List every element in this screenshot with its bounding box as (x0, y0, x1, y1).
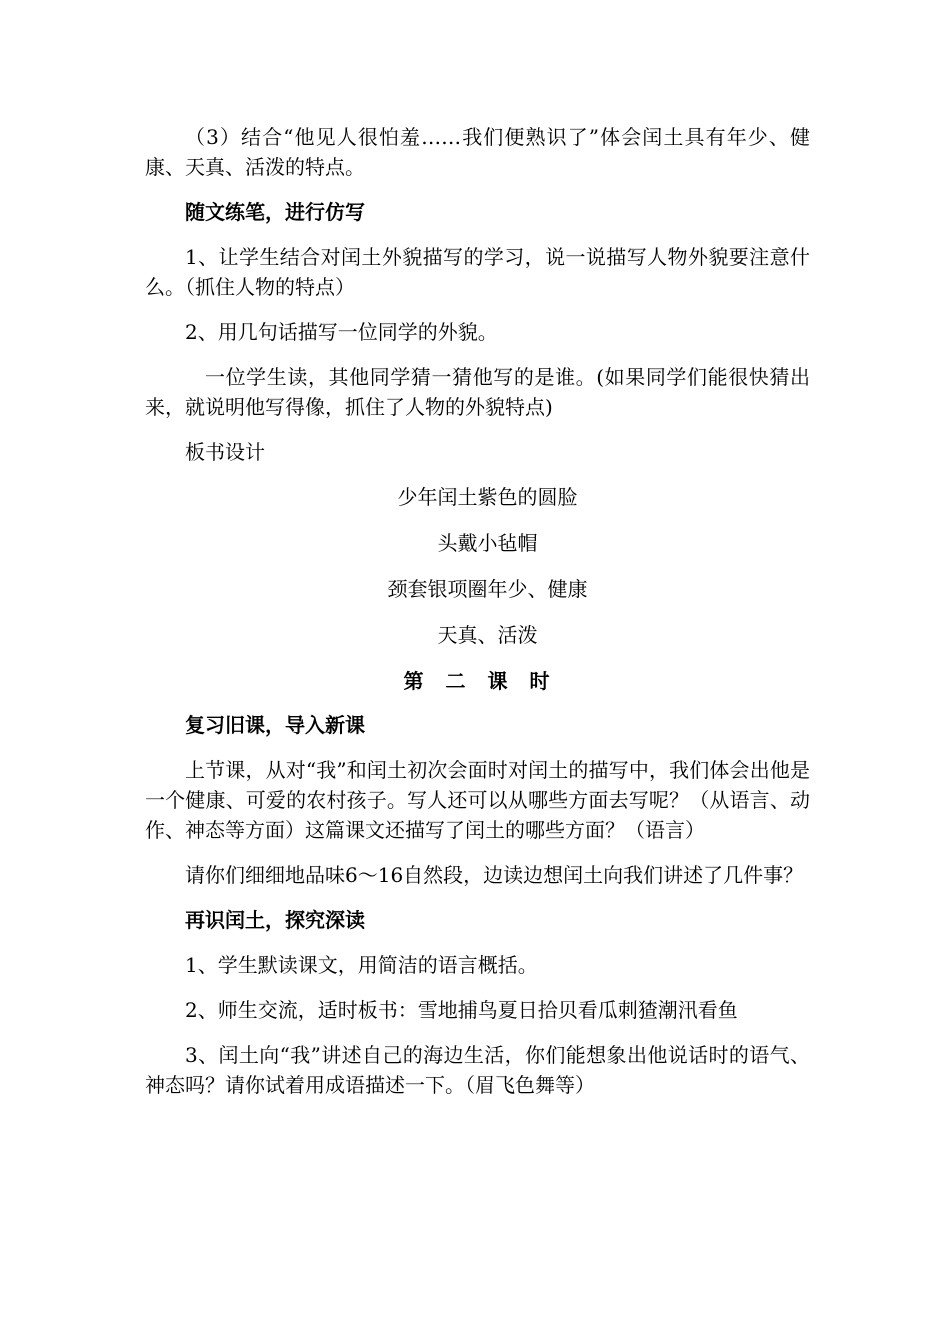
paragraph-practice-2: 2、用几句话描写一位同学的外貌。 (185, 320, 498, 344)
paragraph-explore-3: 3、闰土向“我”讲述自己的海边生活，你们能想象出他说话时的语气、神态吗？请你试着用成语描述一下。（眉飞色舞等） (145, 1043, 810, 1097)
paragraph-explore-2: 2、师生交流，适时板书：雪地捕鸟夏日拾贝看瓜刺猹潮汛看鱼 (185, 998, 738, 1022)
paragraph-point-3: （3）结合“他见人很怕羞……我们便熟识了”体会闰土具有年少、健康、天真、活泼的特点。 (145, 125, 810, 179)
board-line-2: 头戴小毡帽 (437, 531, 538, 555)
board-line-3: 颈套银项圈年少、健康 (387, 577, 588, 601)
section-heading-explore: 再识闰土，探究深读 (185, 908, 365, 932)
document-page (145, 122, 810, 1100)
paragraph-practice-1: 1、让学生结合对闰土外貌描写的学习，说一说描写人物外貌要注意什么。（抓住人物的特点） (145, 245, 810, 299)
paragraph-explore-1: 1、学生默读课文，用简洁的语言概括。 (185, 953, 538, 977)
section-heading-review: 复习旧课，导入新课 (185, 713, 365, 737)
lesson-title: 第二课时 (403, 669, 572, 693)
board-line-1: 少年闰土紫色的圆脸 (397, 485, 578, 509)
board-line-4: 天真、活泼 (437, 623, 538, 647)
paragraph-practice-3: 一位学生读，其他同学猜一猜他写的是谁。(如果同学们能很快猜出来，就说明他写得像，抓住了人物的外貌特点) (145, 365, 810, 419)
paragraph-review-1: 上节课，从对“我”和闰土初次会面时对闰土的描写中，我们体会出他是一个健康、可爱的农村孩子。写人还可以从哪些方面去写呢？（从语言、动作、神态等方面）这篇课文还描写了闰土的哪些方面？（语言） (145, 758, 810, 842)
paragraph-review-2: 请你们细细地品味6～16自然段，边读边想闰土向我们讲述了几件事？ (185, 863, 804, 887)
board-design-label: 板书设计 (185, 440, 265, 464)
section-heading-practice: 随文练笔，进行仿写 (185, 200, 365, 224)
